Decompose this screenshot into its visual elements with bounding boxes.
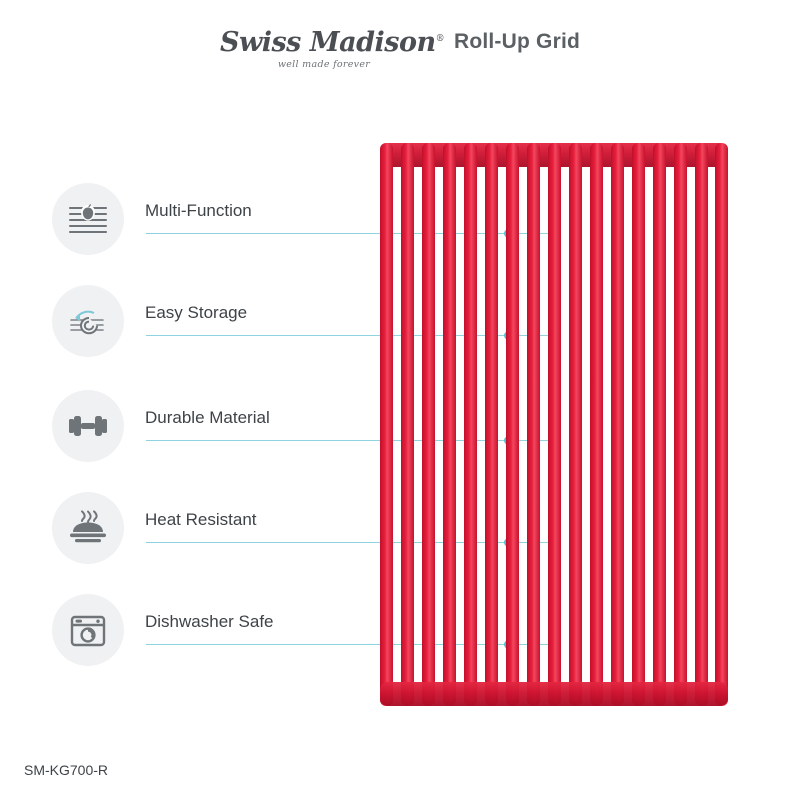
product-rod (715, 143, 728, 706)
registered-mark: ® (435, 34, 445, 44)
grill-apple-icon-svg (65, 196, 111, 242)
product-rod (611, 143, 624, 706)
dumbbell-icon (52, 390, 124, 462)
header (0, 22, 800, 74)
feature-label: Multi-Function (145, 201, 252, 220)
product-rod (380, 143, 393, 706)
feature-label: Durable Material (145, 408, 270, 427)
product-image-roll-up-grid (380, 143, 728, 706)
hot-dish-icon-svg (65, 505, 111, 551)
dishwasher-icon (52, 594, 124, 666)
product-rod (443, 143, 456, 706)
brand-block (220, 24, 580, 72)
grill-apple-icon (52, 183, 124, 255)
product-rod (506, 143, 519, 706)
hot-dish-icon (52, 492, 124, 564)
product-rod (653, 143, 666, 706)
feature-label: Easy Storage (145, 303, 248, 322)
dumbbell-icon-svg (65, 403, 111, 449)
product-rod (590, 143, 603, 706)
product-bottom-rail (380, 682, 728, 706)
product-rod (695, 143, 708, 706)
roll-up-icon-svg (65, 298, 111, 344)
product-rod (464, 143, 477, 706)
roll-up-icon (52, 285, 124, 357)
page-title: Roll-Up Grid (453, 30, 581, 53)
product-rod (527, 143, 540, 706)
brand-name: Swiss Madison® (219, 27, 445, 58)
feature-label: Heat Resistant (145, 510, 257, 529)
product-rod (569, 143, 582, 706)
product-rod (485, 143, 498, 706)
product-rod (401, 143, 414, 706)
product-rod (422, 143, 435, 706)
brand-logo (219, 24, 445, 72)
product-rod (632, 143, 645, 706)
dishwasher-icon-svg (65, 607, 111, 653)
brand-tagline: well made forever (277, 59, 371, 70)
product-rod (674, 143, 687, 706)
product-sku: SM-KG700-R (24, 762, 109, 778)
feature-label: Dishwasher Safe (145, 612, 274, 631)
product-rod (548, 143, 561, 706)
